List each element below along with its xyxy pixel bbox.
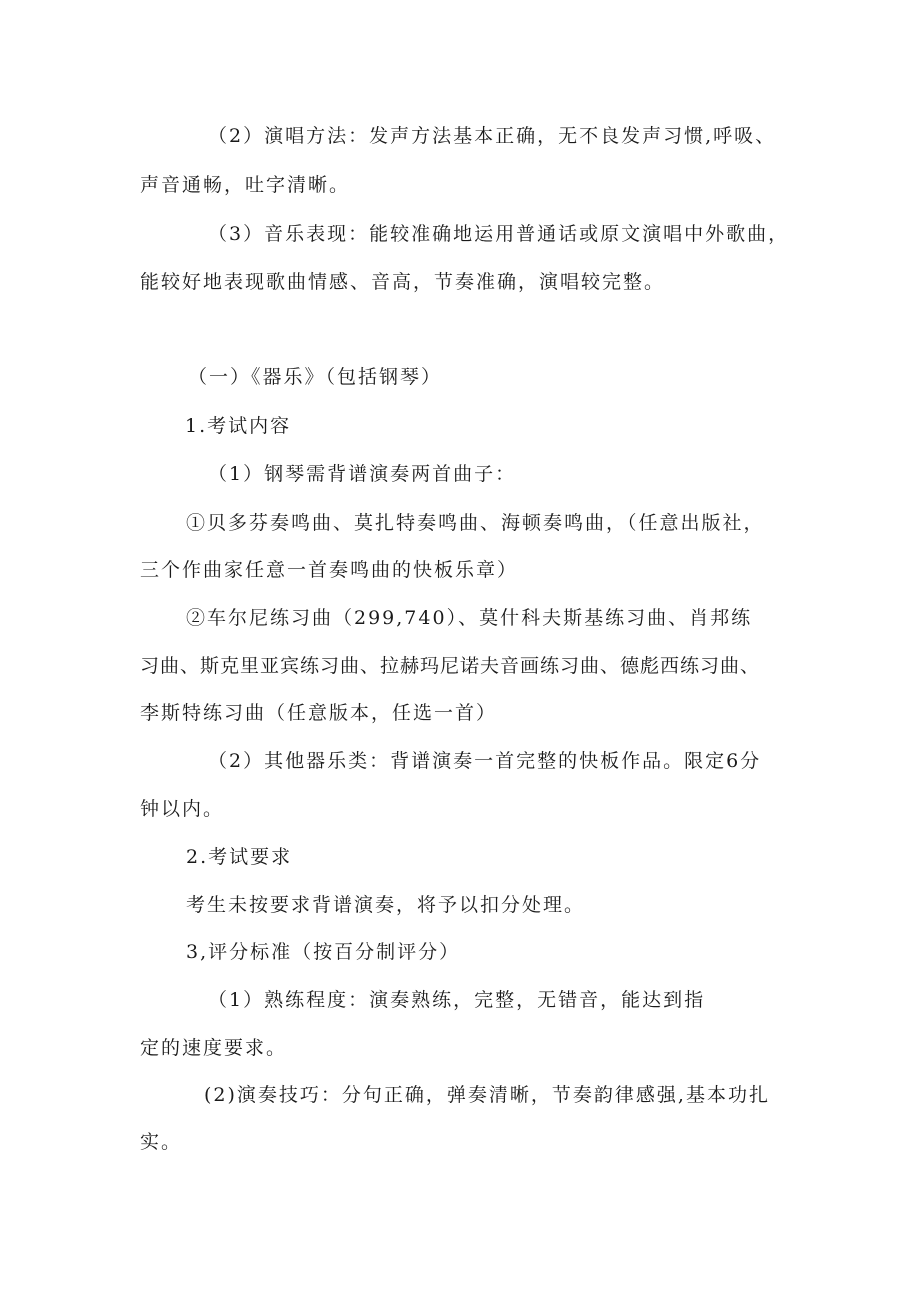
- item-other-instruments-line1: （2）其他器乐类：背谱演奏一首完整的快板作品。限定6分: [208, 750, 762, 772]
- item-technique-line2: 实。: [140, 1131, 183, 1153]
- paragraph-musical-expression-line1: （3）音乐表现：能较准确地运用普通话或原文演唱中外歌曲，: [208, 223, 790, 245]
- subheading-exam-requirements: 2.考试要求: [186, 846, 293, 868]
- item-technique-line1: (2)演奏技巧：分句正确，弹奏清晰，节奏韵律感强,基本功扎: [204, 1084, 770, 1106]
- subheading-exam-content: 1.考试内容: [185, 415, 292, 437]
- paragraph-singing-method-line1: （2）演唱方法：发声方法基本正确，无不良发声习惯,呼吸、: [208, 125, 777, 147]
- item-other-instruments-line2: 钟以内。: [140, 798, 225, 820]
- paragraph-singing-method-line2: 声音通畅，吐字清晰。: [140, 174, 351, 196]
- paragraph-memorization-rule: 考生未按要求背谱演奏，将予以扣分处理。: [186, 894, 586, 916]
- item-sonata-line2: 三个作曲家任意一首奏鸣曲的快板乐章）: [140, 559, 519, 581]
- subheading-scoring-criteria: 3,评分标准（按百分制评分）: [186, 941, 461, 963]
- item-proficiency-line1: （1）熟练程度：演奏熟练，完整，无错音，能达到指: [208, 989, 706, 1011]
- item-etude-line3: 李斯特练习曲（任意版本，任选一首）: [140, 702, 498, 724]
- item-piano-requirement: （1）钢琴需背谱演奏两首曲子：: [208, 463, 517, 485]
- item-etude-line1: ②车尔尼练习曲（299,740）、莫什科夫斯基练习曲、肖邦练: [186, 607, 753, 629]
- item-proficiency-line2: 定的速度要求。: [140, 1037, 288, 1059]
- section-heading-instrumental: （一）《器乐》（包括钢琴）: [188, 366, 443, 388]
- item-etude-line2: 习曲、斯克里亚宾练习曲、拉赫玛尼诺夫音画练习曲、德彪西练习曲、: [140, 655, 761, 677]
- paragraph-musical-expression-line2: 能较好地表现歌曲情感、音高，节奏准确，演唱较完整。: [140, 271, 666, 293]
- item-sonata-line1: ①贝多芬奏鸣曲、莫扎特奏鸣曲、海顿奏鸣曲，（任意出版社，: [186, 512, 765, 534]
